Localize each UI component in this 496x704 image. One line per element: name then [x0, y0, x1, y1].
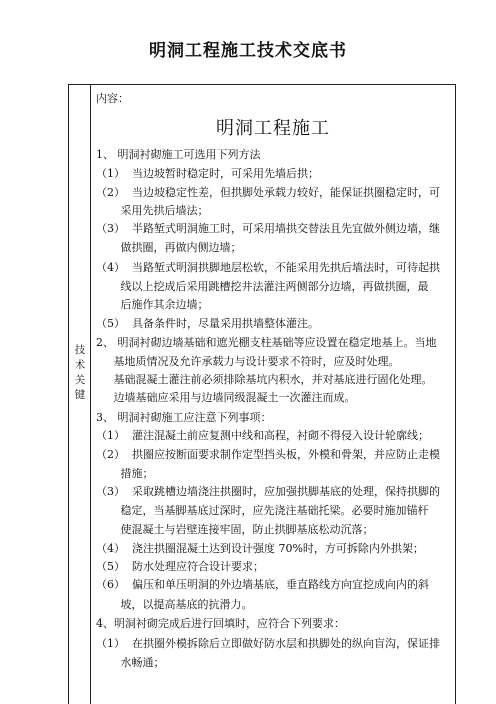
disclosure-table: [68, 84, 456, 704]
technical-key-label: [69, 343, 91, 403]
label-char: 术: [74, 359, 86, 371]
content-line: （5） 具备条件时，尽量采用拱墙整体灌注。: [96, 317, 319, 330]
label-char: 关: [74, 374, 86, 386]
content-line: 1、 明洞衬砌施工可选用下列方法: [96, 148, 261, 161]
content-line: 基础混凝土灌注前必须排除基坑内积水，并对基底进行固化处理。: [96, 373, 433, 386]
content-line: （3） 半路堑式明洞施工时，可采用墙拱交替法且先宜做外侧边墙，继: [96, 222, 440, 235]
document-title: 明洞工程施工技术交底书: [149, 41, 347, 61]
content-line: 后施作其余边墙；: [96, 298, 209, 311]
content-line: 坡，以提高基底的抗滑力。: [96, 598, 253, 611]
content-line: 基地质情况及允许承载力与设计要求不符时，应及时处理。: [96, 355, 400, 368]
content-heading: 明洞工程施工: [216, 118, 330, 139]
content-line: 4、明洞衬砌完成后进行回填时，应符合下列要求：: [96, 617, 345, 630]
content-line: （2） 当边坡稳定性差，但拱脚处承载力较好，能保证拱圈稳定时，可: [96, 186, 440, 199]
content-line: 稳定，当基脚基底过深时，应先浇注基础托梁。必要时施加锚杆: [96, 504, 429, 517]
content-line: （4） 浇注拱圈混凝土达到设计强度 70%时，方可拆除内外拱架；: [96, 542, 424, 555]
content-line: （1） 在拱圈外模拆除后立即做好防水层和拱脚处的纵向盲沟，保证排: [96, 637, 440, 650]
content-line: 采用先拱后墙法；: [96, 204, 209, 217]
content-line: （3） 采取跳槽边墙浇注拱圈时，应加强拱脚基底的处理，保持拱脚的: [96, 485, 440, 498]
content-line: 做拱圈，再做内侧边墙；: [96, 241, 242, 254]
content-line: （2） 拱圈应按断面要求制作定型挡头板，外模和骨架，并应防止走模: [96, 448, 440, 461]
content-line: 3、 明洞衬砌施工应注意下列事项：: [96, 411, 272, 424]
content-line: （5） 防水处理应符合设计要求；: [96, 560, 264, 573]
content-line: 水畅通；: [96, 656, 165, 669]
content-line: 边墙基础应采用与边墙同级混凝土一次灌注而成。: [96, 391, 356, 404]
content-line: 线以上挖成后采用跳槽挖井法灌注两侧部分边墙，再做拱圈，最: [96, 280, 429, 293]
content-cell: [91, 85, 455, 704]
content-line: 2、 明洞衬砌边墙基础和遮光棚支柱基础等应设置在稳定地基上。当地: [96, 336, 437, 349]
label-char: 键: [74, 389, 86, 401]
content-line: （6） 偏压和单压明洞的外边墙基底，垂直路线方向宜挖成向内的斜: [96, 578, 429, 591]
content-line: （1） 灌注混凝土前应复测中线和高程，衬砌不得侵入设计轮廓线；: [96, 429, 429, 442]
content-line: （4） 当路堑式明洞拱脚地层松软，不能采用先拱后墙法时，可待起拱: [96, 261, 440, 274]
label-char: 技: [74, 344, 86, 356]
content-line: （1） 当边坡暂时稳定时，可采用先墙后拱；: [96, 167, 319, 180]
content-line: 使混凝土与岩壁连接牢固，防止拱脚基底松动沉落；: [96, 523, 374, 536]
content-label: 内容：: [96, 92, 129, 105]
content-line: 措施；: [96, 467, 154, 480]
label-column: [69, 85, 91, 704]
